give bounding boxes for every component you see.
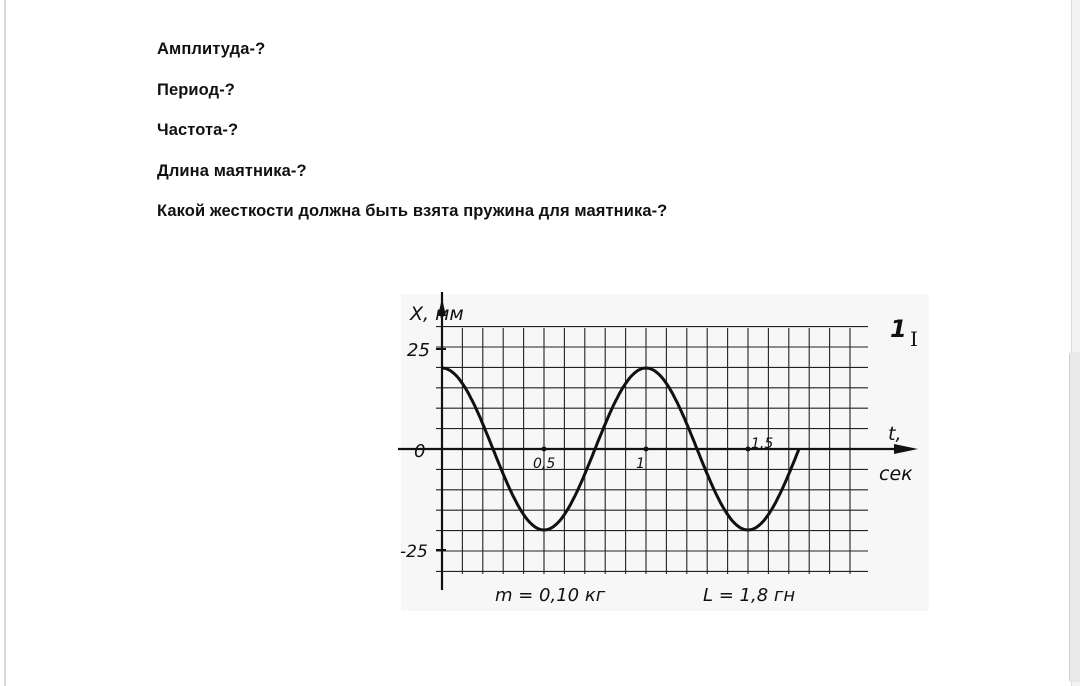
- figure-variant: I: [910, 327, 918, 351]
- y-tick-label-min: -25: [400, 542, 428, 562]
- question-amplitude: Амплитуда-?: [157, 40, 266, 58]
- scroll-edge-tab[interactable]: [1069, 352, 1080, 682]
- figure-number: 1: [890, 315, 907, 343]
- mass-label: m = 0,10 кг: [495, 585, 606, 606]
- x-tick-label-0-5: 0,5: [533, 456, 556, 472]
- x-tick-mark: [644, 447, 649, 452]
- x-tick-mark: [746, 447, 751, 452]
- x-axis-label-t: t,: [888, 423, 902, 445]
- page-left-edge: [4, 0, 6, 686]
- inductance-label: L = 1,8 гн: [703, 585, 796, 606]
- question-spring-stiffness: Какой жесткости должна быть взята пружина для маятника-?: [157, 202, 668, 220]
- y-axis-label: X, мм: [410, 303, 464, 325]
- y-tick-label-max: 25: [407, 340, 430, 361]
- x-tick-label-1-5: 1,5: [751, 436, 774, 452]
- y-tick-label-zero: 0: [414, 441, 426, 462]
- oscillation-graph: [398, 290, 933, 615]
- x-axis-label-unit: сек: [879, 463, 913, 485]
- question-pendulum-length: Длина маятника-?: [157, 162, 307, 180]
- x-tick-mark: [542, 447, 547, 452]
- x-tick-label-1: 1: [636, 456, 645, 472]
- question-period: Период-?: [157, 81, 235, 99]
- question-frequency: Частота-?: [157, 121, 239, 139]
